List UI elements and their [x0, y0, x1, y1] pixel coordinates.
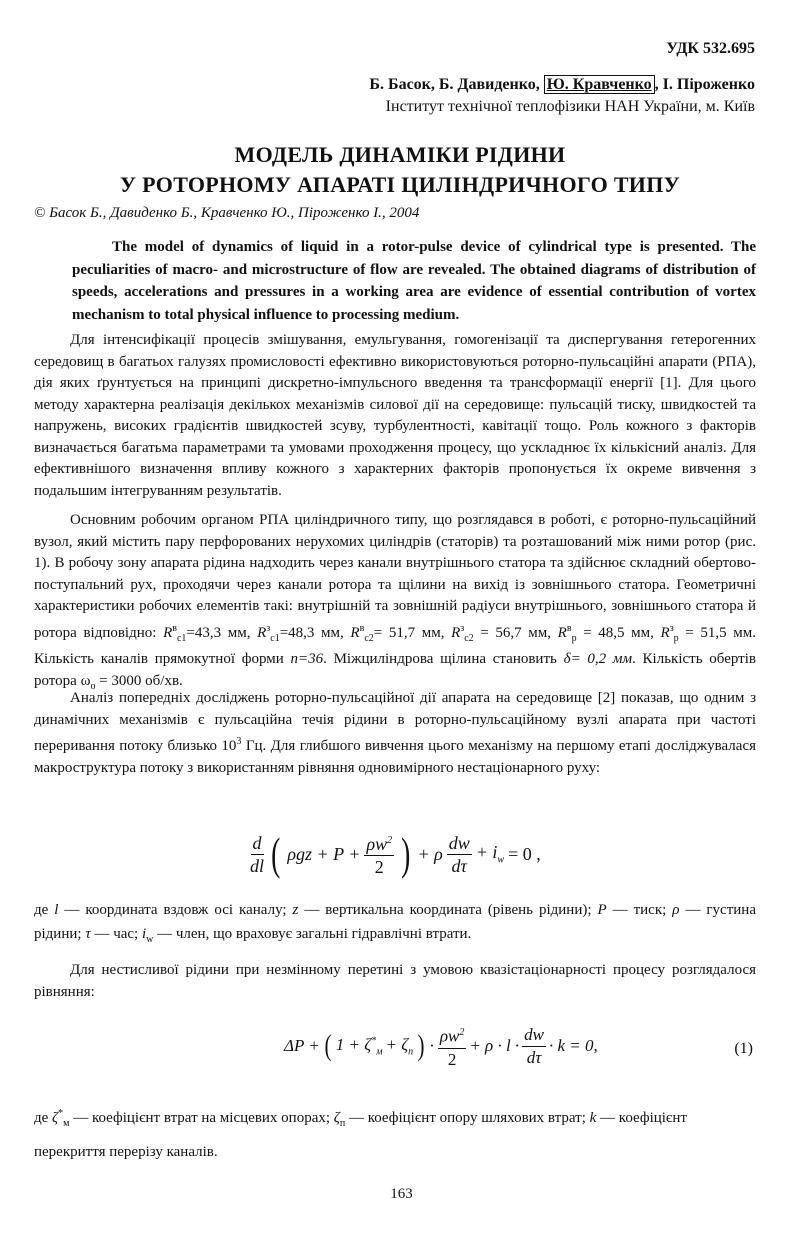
- authors-line: [369, 76, 755, 94]
- radius-sup: з: [460, 622, 465, 634]
- eq2-dot: ·: [429, 1036, 435, 1056]
- p2-text-d: = 3000 об/хв.: [95, 672, 183, 689]
- eq2-zeta-m: [336, 1035, 383, 1057]
- frac-den: 2: [374, 857, 384, 877]
- star: *: [371, 1035, 377, 1047]
- sym-rho: ρ: [672, 902, 680, 918]
- eq2-dp: ΔP +: [284, 1036, 320, 1056]
- radius-value: =43,3 мм,: [186, 624, 258, 641]
- t: де: [34, 902, 55, 918]
- paragraph-3: [34, 688, 756, 779]
- frac-den: dτ: [526, 1047, 542, 1067]
- omega-sub: о: [90, 680, 96, 692]
- radius-sup: з: [669, 622, 674, 634]
- radius-symbol: R: [350, 624, 360, 641]
- t: — коефіцієнт опору шляхових втрат;: [345, 1110, 590, 1126]
- frac-num: dw: [522, 1024, 546, 1047]
- rho-w: ρw: [366, 834, 388, 854]
- eq2-zeta-p: [386, 1035, 414, 1057]
- t: — коефіцієнт втрат на місцевих опорах;: [69, 1110, 334, 1126]
- p2-text-c: . Кількість обертів ротора ω: [34, 651, 756, 689]
- plus-i: + i: [475, 842, 498, 863]
- sym-zeta: ζ: [333, 1110, 340, 1126]
- radius-symbol: R: [557, 624, 567, 641]
- square: 2: [459, 1027, 465, 1038]
- star: *: [58, 1108, 64, 1119]
- eq1-plus-rho: + ρ: [417, 843, 443, 864]
- eq2-tail: · k = 0,: [549, 1036, 598, 1056]
- dw-dtau-frac: [447, 832, 472, 877]
- equation-number: (1): [734, 1040, 753, 1057]
- t: — вертикальна координата (рівень рідини);: [298, 902, 598, 918]
- radius-symbol: R: [257, 624, 267, 641]
- title-line-1: МОДЕЛЬ ДИНАМІКИ РІДИНИ: [234, 142, 566, 167]
- eq1-loss-term: [476, 842, 504, 866]
- m-sub: м: [376, 1046, 383, 1058]
- sym-k: k: [589, 1110, 597, 1126]
- sym-i-sub: w: [146, 934, 154, 945]
- radius-sup: в: [566, 622, 572, 634]
- authors-after: , І. Піроженко: [654, 76, 755, 93]
- institute: Інститут технічної теплофізики НАН України, м. Київ: [385, 98, 755, 115]
- abstract: The model of dynamics of liquid in a rotor-pulse device of cylindrical type is presented. The peculiarities of macro- and microstructure of flow are revealed. The obtained diagrams of distribution of speeds, accelerations and pressures in a working area are evidence of essential contribution of vortex mechanism to total physical influence to processing medium.: [72, 239, 756, 323]
- t: — час;: [90, 926, 142, 942]
- eq1-inner: ρgz + P +: [287, 843, 361, 864]
- frac-num: dw: [448, 832, 470, 853]
- frac-num: d: [252, 832, 262, 853]
- t: — координата вздовж осі каналу;: [58, 902, 293, 918]
- sym-i: i: [141, 926, 147, 942]
- p2-text-b: . Міжциліндрова щілина становить: [323, 651, 564, 667]
- sym-tau: τ: [85, 926, 91, 942]
- gap-width: δ= 0,2 мм: [563, 651, 633, 667]
- radius-symbol: R: [451, 624, 461, 641]
- radius-sup: в: [172, 622, 177, 634]
- radius-value: = 56,7 мм,: [473, 624, 558, 641]
- radius-symbol: R: [660, 624, 670, 641]
- radius-sub: с2: [364, 632, 374, 644]
- p3-text-a: Аналіз попередніх досліджень роторно-пульсаційної дії апарата на середовище [2] показав, що одним з динамічних механізмів є пульсаційна течія рідини в роторно-пульсаційному вузлі апарата при частоті переривання потоку близько 10: [34, 690, 756, 754]
- radius-value: = 51,5 мм. Кількість каналів прямокутної форми: [34, 624, 756, 667]
- radius-sup: в: [359, 622, 365, 634]
- t: — коефіцієнт перекриття перерізу каналів.: [34, 1110, 687, 1160]
- plus-zeta: + ζ: [385, 1035, 409, 1055]
- i-sub: w: [497, 854, 505, 866]
- radius-sub: р: [571, 632, 577, 644]
- p3-text-b: Гц. Для глибшого вивчення цього механізму на першому етапі досліджувалася макроструктура потоку з використанням рівняння одновимірного нестаціонарного руху:: [34, 738, 757, 776]
- notation-2: [34, 1100, 756, 1166]
- frac-den: 2: [447, 1049, 457, 1069]
- left-paren: (: [324, 1029, 332, 1063]
- t: де: [34, 1110, 53, 1126]
- square: 2: [387, 835, 393, 846]
- radius-sub: с1: [270, 632, 280, 644]
- left-paren: (: [271, 828, 281, 879]
- frac-num: [438, 1022, 467, 1049]
- frac-den: dτ: [451, 855, 467, 876]
- udc-code: УДК 532.695: [666, 40, 755, 57]
- p2-text-a: Основним робочим органом РПА циліндричного типу, що розглядався в роботі, є роторно-пульсаційний вузол, який містить пару перфорованих нерухомих циліндрів (статорів) та розташований між ними ротор (рис. 1). В робочу зону апарата рідина надходить через канали внутрішнього статора та здійснює складний обертово-поступальний рух, проходячи через канали ротора та щілини на вихід із зовнішнього статора. Геометричні характеристики робочих елементів такі: внутрішній та зовнішній радіуси внутрішнього, зовнішнього статора й ротора відповідно:: [34, 512, 756, 641]
- frequency-exponent: 3: [236, 736, 242, 747]
- radius-value: = 48,5 мм,: [576, 624, 661, 641]
- frac-num: [364, 830, 394, 856]
- t: — тиск;: [606, 902, 673, 918]
- radius-sub: р: [673, 632, 679, 644]
- radius-symbol: R: [163, 624, 173, 641]
- derivative-d-dl: [250, 832, 264, 877]
- authors-before: Б. Басок, Б. Давиденко,: [369, 76, 544, 93]
- paper-title: [60, 140, 740, 200]
- channel-count: n=36: [290, 651, 324, 667]
- radius-sub: с2: [464, 632, 474, 644]
- sym-z: z: [292, 902, 299, 918]
- frac-den: dl: [250, 855, 265, 876]
- notation-1: [34, 898, 756, 952]
- paragraph-2: [34, 510, 756, 697]
- title-line-2: У РОТОРНОМУ АПАРАТІ ЦИЛІНДРИЧНОГО ТИПУ: [119, 172, 681, 197]
- sym-l: l: [54, 902, 59, 918]
- radius-value: = 51,7 мм,: [373, 624, 452, 641]
- m-sub: м: [63, 1118, 70, 1129]
- copyright: © Басок Б., Давиденко Б., Кравченко Ю., Піроженко І., 2004: [34, 205, 420, 221]
- dw-dtau-frac: [522, 1024, 546, 1069]
- radius-sup: з: [266, 622, 271, 634]
- page-number: 163: [390, 1186, 413, 1202]
- author-highlighted: Ю. Кравченко: [544, 75, 655, 94]
- one-plus-zeta: 1 + ζ: [335, 1035, 372, 1055]
- radius-sub: с1: [176, 632, 187, 644]
- equation-1: [284, 1022, 598, 1071]
- paragraph-1: Для інтенсифікації процесів змішування, емульгування, гомогенізації та диспергування гетерогенних середовищ в багатьох галузях промисловості ефективно використовуються роторно-пульсаційні апарати (РПА), дія яких ґрунтується на принципі дискретно-імпульсного введення та трансформації енергії [1]. Для цього методу характерна реалізація декількох механізмів силової дії на середовище: пульсацій тиску, швидкостей та напружень, високих градієнтів швидкостей зсуву, турбулентності, кавітації тощо. Роль кожного з факторів визначається багатьма параметрами та умовами проходження процесу, що ускладнює їх кількісний аналіз. Для ефективнішого визначення впливу кожного з характерних факторів пропонується їх окреме вивчення з подальшим інтегруванням результатів.: [34, 332, 756, 499]
- dynamic-pressure-frac: [438, 1022, 467, 1071]
- p-sub: п: [339, 1118, 346, 1129]
- paragraph-4: Для нестисливої рідини при незмінному перетині з умовою квазістаціонарності процесу розглядалося рівняння:: [34, 962, 756, 1000]
- eq1-rhs: = 0 ,: [508, 843, 541, 864]
- t: — густина рідини;: [34, 902, 756, 942]
- sym-p: P: [597, 902, 607, 918]
- rho-w: ρw: [439, 1026, 460, 1046]
- dynamic-pressure-frac: [364, 830, 394, 878]
- t: — член, що враховує загальні гідравлічні втрати.: [153, 926, 472, 942]
- radius-value: =48,3 мм,: [279, 624, 351, 641]
- p-sub: п: [408, 1046, 414, 1058]
- eq2-mid: + ρ · l ·: [469, 1036, 520, 1056]
- sym-zeta: ζ: [52, 1110, 59, 1126]
- equation-motion: [250, 830, 541, 878]
- right-paren: ): [401, 828, 411, 879]
- right-paren: ): [417, 1029, 425, 1063]
